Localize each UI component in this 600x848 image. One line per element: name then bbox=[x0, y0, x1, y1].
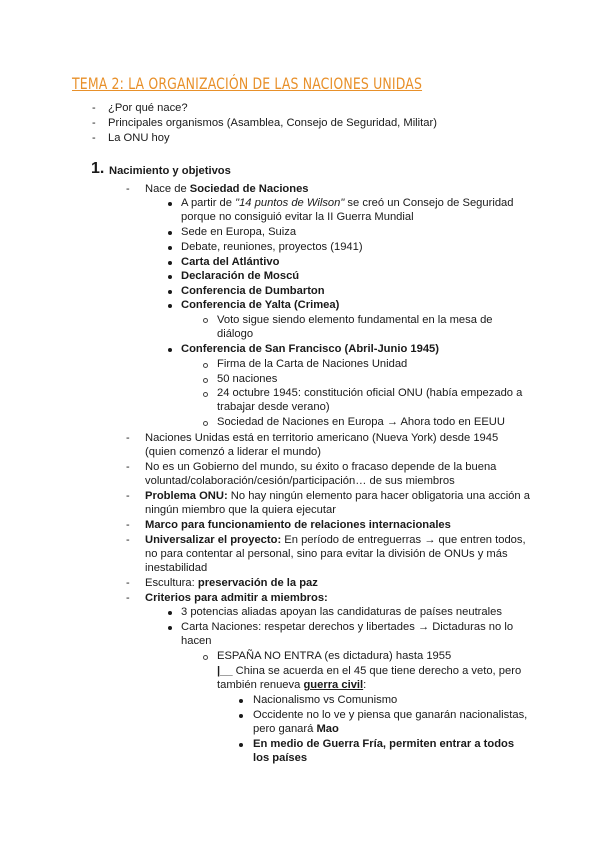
list-item: Conferencia de Yalta (Crimea) bbox=[181, 299, 340, 311]
dash: - bbox=[126, 519, 130, 531]
list-item: Naciones Unidas está en territorio americano (Nueva York) desde 1945 bbox=[145, 432, 499, 444]
list-item-cont: voluntad/colaboración/cesión/participación… de sus miembros bbox=[145, 475, 455, 487]
intro-item: ¿Por qué nace? bbox=[108, 102, 188, 114]
list-item-cont: porque no consiguió evitar la II Guerra Mundial bbox=[181, 211, 414, 223]
dash: - bbox=[126, 490, 130, 502]
bullet-dot bbox=[168, 611, 172, 615]
list-item: En medio de Guerra Fría, permiten entrar a todos bbox=[253, 738, 515, 750]
list-item-cont: inestabilidad bbox=[145, 562, 208, 574]
list-item-cont: no para contentar al personal, sino para evitar la división de ONUs y más bbox=[145, 548, 508, 560]
list-item: Conferencia de San Francisco (Abril-Junio 1945) bbox=[181, 343, 440, 355]
list-item-cont: hacen bbox=[181, 635, 212, 647]
list-item: Debate, reuniones, proyectos (1941) bbox=[181, 241, 363, 253]
list-item: Carta del Atlántivo bbox=[181, 256, 280, 268]
list-item: Firma de la Carta de Naciones Unidad bbox=[217, 358, 408, 370]
list-item: 3 potencias aliadas apoyan las candidaturas de países neutrales bbox=[181, 606, 502, 618]
list-item: Sede en Europa, Suiza bbox=[181, 226, 297, 238]
list-item-cont: trabajar desde verano) bbox=[217, 401, 330, 413]
list-item: Universalizar el proyecto: En período de entreguerras → que entren todos, bbox=[145, 534, 526, 546]
list-item: Criterios para admitir a miembros: bbox=[145, 592, 328, 604]
dash: - bbox=[126, 183, 130, 195]
list-item: Conferencia de Dumbarton bbox=[181, 285, 325, 297]
bullet-dot bbox=[168, 290, 172, 294]
bullet-dot bbox=[168, 202, 172, 206]
dash: - bbox=[126, 534, 130, 546]
bullet-circle bbox=[203, 318, 208, 323]
list-item-cont: los países bbox=[253, 752, 308, 764]
bullet-circle bbox=[203, 363, 208, 368]
list-item: Declaración de Moscú bbox=[181, 270, 300, 282]
page-title: TEMA 2: LA ORGANIZACIÓN DE LAS NACIONES UNIDAS bbox=[72, 74, 423, 93]
bullet-circle bbox=[203, 378, 208, 383]
bullet-dot bbox=[239, 699, 243, 703]
dash: - bbox=[126, 432, 130, 444]
bullet-dot bbox=[168, 304, 172, 308]
list-item: Carta Naciones: respetar derechos y libertades → Dictaduras no lo bbox=[181, 621, 514, 633]
intro-item: La ONU hoy bbox=[108, 132, 170, 144]
list-item: 24 octubre 1945: constitución oficial ONU (había empezado a bbox=[217, 387, 523, 399]
dash: - bbox=[126, 577, 130, 589]
list-item: Sociedad de Naciones en Europa → Ahora todo en EEUU bbox=[217, 416, 505, 428]
dash: - bbox=[92, 132, 96, 144]
bullet-circle bbox=[203, 655, 208, 660]
list-item: 50 naciones bbox=[217, 373, 278, 385]
bullet-dot bbox=[168, 231, 172, 235]
dash: - bbox=[126, 461, 130, 473]
bullet-dot bbox=[239, 714, 243, 718]
section-heading: Nacimiento y objetivos bbox=[109, 165, 231, 177]
dash: - bbox=[92, 117, 96, 129]
bullet-dot bbox=[168, 348, 172, 352]
list-item-cont: también renueva guerra civil: bbox=[217, 679, 367, 691]
bullet-dot bbox=[168, 246, 172, 250]
list-item: Voto sigue siendo elemento fundamental en la mesa de bbox=[217, 314, 493, 326]
bullet-circle bbox=[203, 392, 208, 397]
intro-item: Principales organismos (Asamblea, Consejo de Seguridad, Militar) bbox=[108, 117, 437, 129]
dash: - bbox=[126, 592, 130, 604]
bullet-dot bbox=[168, 626, 172, 630]
list-item: Nace de Sociedad de Naciones bbox=[145, 183, 309, 195]
list-item: |__ China se acuerda en el 45 que tiene derecho a veto, pero bbox=[217, 665, 522, 677]
bullet-dot bbox=[239, 743, 243, 747]
section-number: 1. bbox=[91, 160, 105, 177]
bullet-circle bbox=[203, 421, 208, 426]
list-item: Occidente no lo ve y piensa que ganarán nacionalistas, bbox=[253, 709, 528, 721]
list-item: Nacionalismo vs Comunismo bbox=[253, 694, 398, 706]
dash: - bbox=[92, 102, 96, 114]
list-item: Escultura: preservación de la paz bbox=[145, 577, 318, 589]
list-item-cont: diálogo bbox=[217, 328, 254, 340]
list-item: ESPAÑA NO ENTRA (es dictadura) hasta 1955 bbox=[217, 650, 452, 662]
list-item: No es un Gobierno del mundo, su éxito o fracaso depende de la buena bbox=[145, 461, 497, 473]
list-item-cont: ningún miembro que la quiera ejecutar bbox=[145, 504, 336, 516]
bullet-dot bbox=[168, 275, 172, 279]
list-item: A partir de "14 puntos de Wilson" se creó un Consejo de Seguridad bbox=[181, 197, 514, 209]
list-item: Problema ONU: No hay ningún elemento para hacer obligatoria una acción a bbox=[145, 490, 530, 502]
bullet-dot bbox=[168, 261, 172, 265]
list-item: Marco para funcionamiento de relaciones internacionales bbox=[145, 519, 451, 531]
list-item-cont: pero ganará Mao bbox=[253, 723, 339, 735]
list-item-cont: (quien comenzó a liderar el mundo) bbox=[145, 446, 321, 458]
